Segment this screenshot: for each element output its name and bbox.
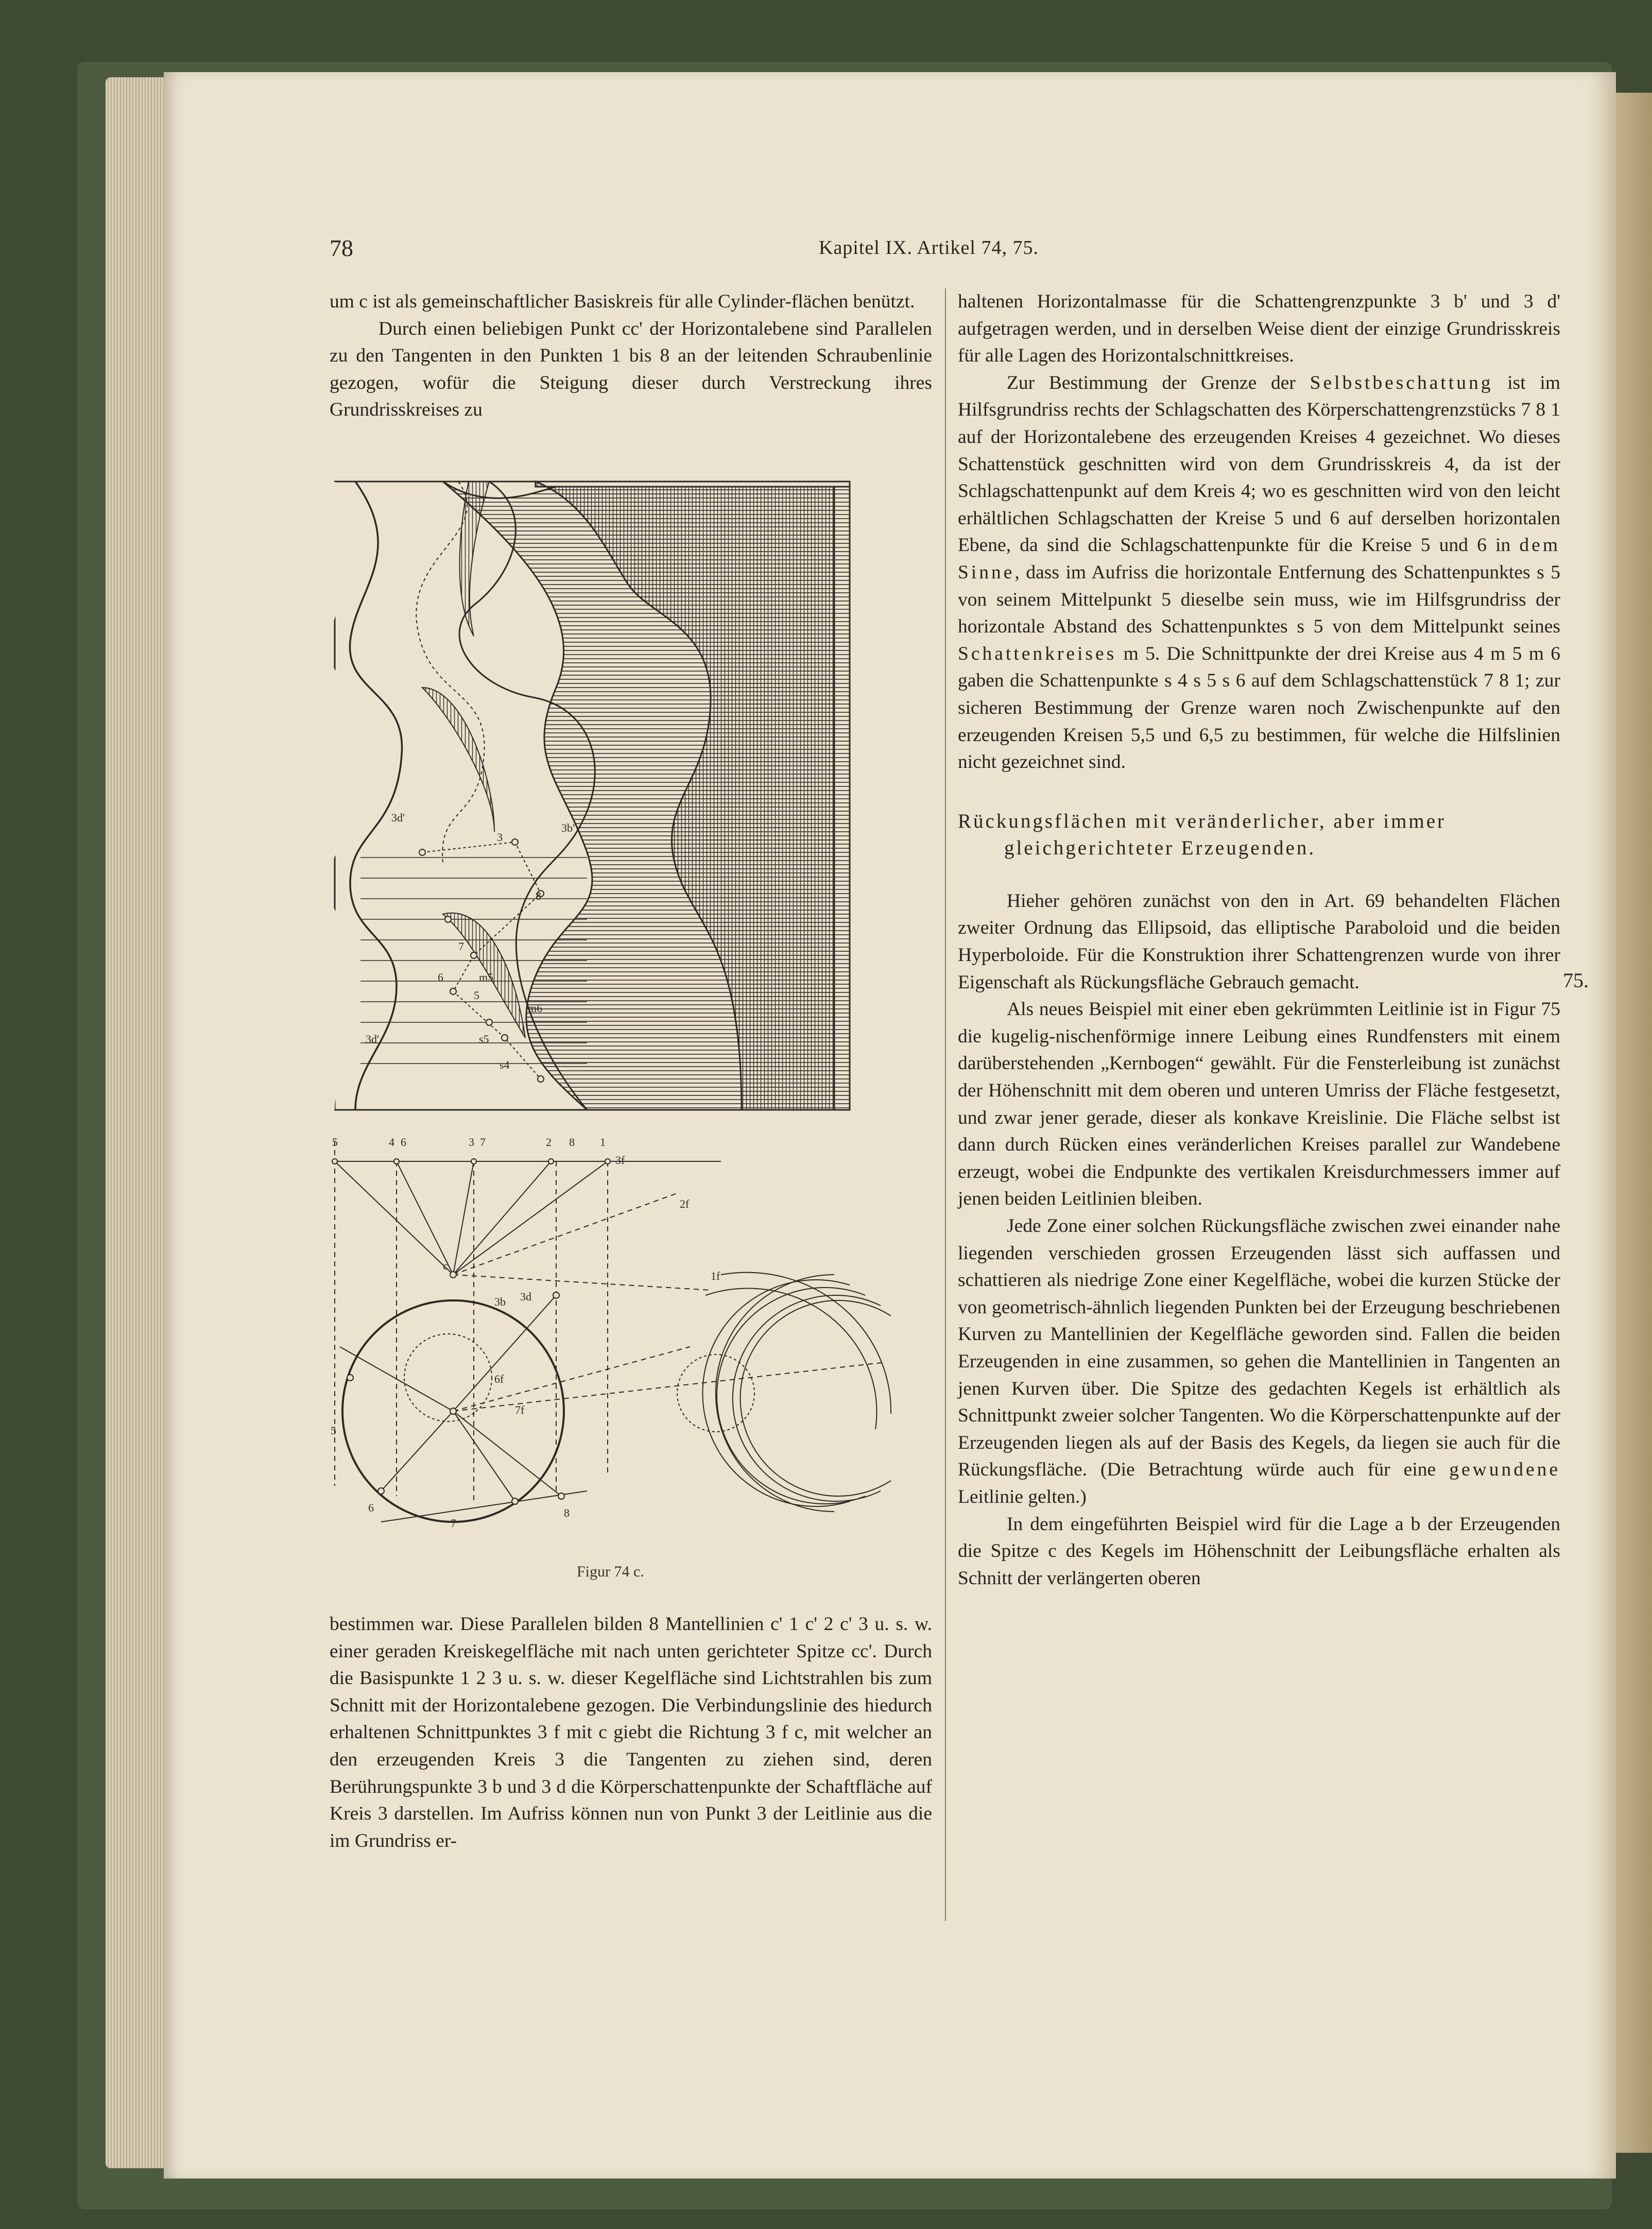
figure-label: 3d': [391, 811, 405, 824]
figure-label: 7: [451, 1517, 456, 1530]
spaced-text: Selbstbeschattung: [1310, 372, 1493, 393]
page-header: [330, 234, 1596, 265]
paragraph: bestimmen war. Diese Parallelen bilden 8 Mantellinien c' 1 c' 2 c' 3 u. s. w. einer geraden Kreiskegelfläche mit nach unten gerichteter Spitze cc'. Durch die Basispunkte 1 2 3 u. s. w. dieser Kegelfläche sind Lichtstrahlen bis zum Schnitt mit der Horizontalebene gezogen. Die Verbindungslinie des hiedurch erhaltenen Schnittpunktes 3 f mit c giebt die Richtung 3 f c, mit welcher an den erzeugenden Kreis 3 die Tangenten zu ziehen sind, deren Berührungspunkte 3 b und 3 d die Körperschattenpunkte der Schaftfläche auf Kreis 3 darstellen. Im Aufriss können nun von Punkt 3 der Leitlinie aus die im Grundriss er-: [330, 1614, 932, 1851]
plan-view: [332, 1141, 891, 1522]
figure-label: s5: [479, 1033, 489, 1045]
figure-label: 3b': [561, 821, 575, 834]
spaced-text: dem Sinne: [958, 535, 1560, 583]
right-column: [958, 288, 1560, 1592]
paragraph: [958, 370, 1560, 776]
figure-label: m6: [528, 1002, 543, 1015]
paragraph: haltenen Horizontalmasse für die Schattengrenzpunkte 3 b' und 3 d' aufgetragen werden, und in derselben Weise dient der einzige Grundrisskreis für alle Lagen des Horizontalschnittkreises.: [958, 291, 1560, 367]
figure-label: 3d: [520, 1290, 531, 1303]
figure-label: 6: [401, 1136, 406, 1148]
left-column-bottom: [330, 1611, 932, 1855]
figure-label: m5: [479, 971, 494, 984]
figure-label: 7: [458, 940, 464, 953]
text-run: Jede Zone einer solchen Rückungsfläche zwischen zwei einander nahe liegenden verschieden grossen Erzeugenden lässt sich auffassen und schattieren als niedrige Zone einer Kegelfläche, wobei die kurzen Stücke der von geometrisch-ähnlich liegenden Punkten bei der Erzeugung beschriebenen Kurven zu Mantellinien der Kegelfläche geworden sind. Fallen die beiden Erzeugenden in eine zusammen, so gehen die Mantellinien in Tangenten an jenen Kurven über. Die Spitze des gedachten Kegels ist erhältlich als Schnittpunkt zweier solcher Tangenten. Wo die Körperschattenpunkte auf der Erzeugenden liegen als auf der Basis des Kegels, da liegen sie auch für die Rückungsfläche. (Die Betrachtung würde auch für eine: [958, 1215, 1560, 1481]
figure-label: c: [443, 1259, 448, 1272]
figure-label: 3d': [366, 1033, 379, 1045]
text-run: , dass im Aufriss die horizontale Entfernung des Schattenpunktes s 5 von seinem Mittelpunkt 5 dieselbe sein muss, wie im Hilfsgrundriss der horizontale Abstand des Schattenpunktes s 5 von dem Mittelpunkt seines: [958, 561, 1560, 638]
figure-74c: [319, 471, 937, 1558]
figure-label: 5: [332, 1136, 338, 1148]
figure-label: 8: [536, 889, 541, 902]
paragraph: um c ist als gemeinschaftlicher Basiskreis für alle Cylinder-flächen benützt.: [330, 291, 915, 312]
paragraph: In dem eingeführten Beispiel wird für die Lage a b der Erzeugenden die Spitze c des Kegels im Höhenschnitt der Leibungsfläche erhalten als Schnitt der verlängerten oberen: [958, 1513, 1560, 1589]
figure-label: 1: [600, 1136, 606, 1148]
column-rule: [945, 288, 946, 1921]
text-run: ist im Hilfsgrundriss rechts der Schlagschatten des Körperschattengrenzstücks 7 8 1 auf der Horizontalebene des erzeugenden Kreises 4 gezeichnet. Wo dieses Schattenstück geschnitten wird von dem Grundrisskreis 4, da ist der Schlagschattenpunkt auf dem Kreis 4; wo es geschnitten wird von den leicht erhältlichen Schlagschatten der Kreise 5 und 6 auf derselben horizontalen Ebene, da sind die Schlagschattenpunkte für die Kreise 5 und 6 in: [958, 372, 1560, 556]
spaced-text: Schattenkreises: [958, 643, 1117, 664]
figure-label: 3: [469, 1136, 474, 1148]
text-run: m 5. Die Schnittpunkte der drei Kreise aus 4 m 5 m 6 gaben die Schattenpunkte s 4 s 5 s 6 auf dem Schlagschattenstück 7 8 1; zur sicheren Bestimmung der Grenze waren noch Zwischenpunkte auf den erzeugenden Kreisen 5,5 und 6,5 zu bestimmen, für welche die Hilfslinien nicht gezeichnet sind.: [958, 643, 1560, 773]
figure-label: 3: [497, 831, 503, 844]
figure-label: 2: [546, 1136, 552, 1148]
elevation-view: [319, 482, 850, 1110]
figure-label: 2f: [680, 1197, 690, 1210]
figure-label: 5: [331, 1424, 336, 1437]
spaced-text: gewundene: [1449, 1459, 1560, 1481]
left-column-top: [330, 288, 932, 424]
figure-label: 8: [564, 1506, 570, 1519]
figure-label: 6f: [494, 1373, 504, 1385]
page-number: 78: [330, 235, 353, 261]
paragraph: Durch einen beliebigen Punkt cc' der Horizontalebene sind Parallelen zu den Tangenten in den Punkten 1 bis 8 an der leitenden Schraubenlinie gezogen, wofür die Steigung dieser durch Verstreckung ihres Grundrisskreises zu: [330, 318, 932, 421]
section-title: Rückungsflächen mit veränderlicher, aber immer: [958, 810, 1447, 832]
running-head: Kapitel IX. Artikel 74, 75.: [819, 237, 1039, 259]
figure-label: 6: [438, 971, 443, 984]
figure-label: 1f: [711, 1270, 720, 1282]
figure-caption: Figur 74 c.: [577, 1563, 644, 1580]
figure-label: 8: [569, 1136, 575, 1148]
paragraph: [958, 1213, 1560, 1511]
figure-label: 7f: [515, 1403, 525, 1416]
figure-label: 7: [480, 1136, 486, 1148]
figure-label: s4: [500, 1058, 510, 1071]
figure-label: 3b: [494, 1295, 506, 1308]
text-run: Leitlinie gelten.): [958, 1486, 1087, 1507]
figure-label: 4: [389, 1136, 394, 1148]
text-run: Zur Bestimmung der Grenze der: [1007, 372, 1310, 393]
section-number: 75.: [1563, 969, 1589, 992]
section-title: gleichgerichteter Erzeugenden.: [1004, 837, 1316, 860]
paragraph: Als neues Beispiel mit einer eben gekrümmten Leitlinie ist in Figur 75 die kugelig-nischenförmige innere Leibung eines Rundfensters mit einem darüberstehenden „Kernbogen“ gewählt. Für die Fensterleibung ist zunächst der Höhenschnitt mit dem oberen und unteren Umriss der Fläche festgesetzt, und zwar jener gerade, dieser als konkave Kreislinie. Die Fläche selbst ist dann durch Rücken eines veränderlichen Kreises parallel zur Wandebene erzeugt, wobei die Endpunkte des vertikalen Kreisdurchmessers immer auf jenen beiden Leitlinien bleiben.: [958, 999, 1560, 1210]
figure-label: 6: [368, 1501, 374, 1514]
paragraph: Hieher gehören zunächst von den in Art. 69 behandelten Flächen zweiter Ordnung das Ellipsoid, das elliptische Paraboloid und die beiden Hyperboloide. Für die Konstruktion ihrer Schattengrenzen wurde von ihrer Eigenschaft als Rückungsfläche Gebrauch gemacht.: [958, 890, 1560, 993]
figure-label: 5: [474, 989, 479, 1002]
page-edges: [106, 77, 167, 2168]
figure-label: 3f: [615, 1154, 625, 1167]
